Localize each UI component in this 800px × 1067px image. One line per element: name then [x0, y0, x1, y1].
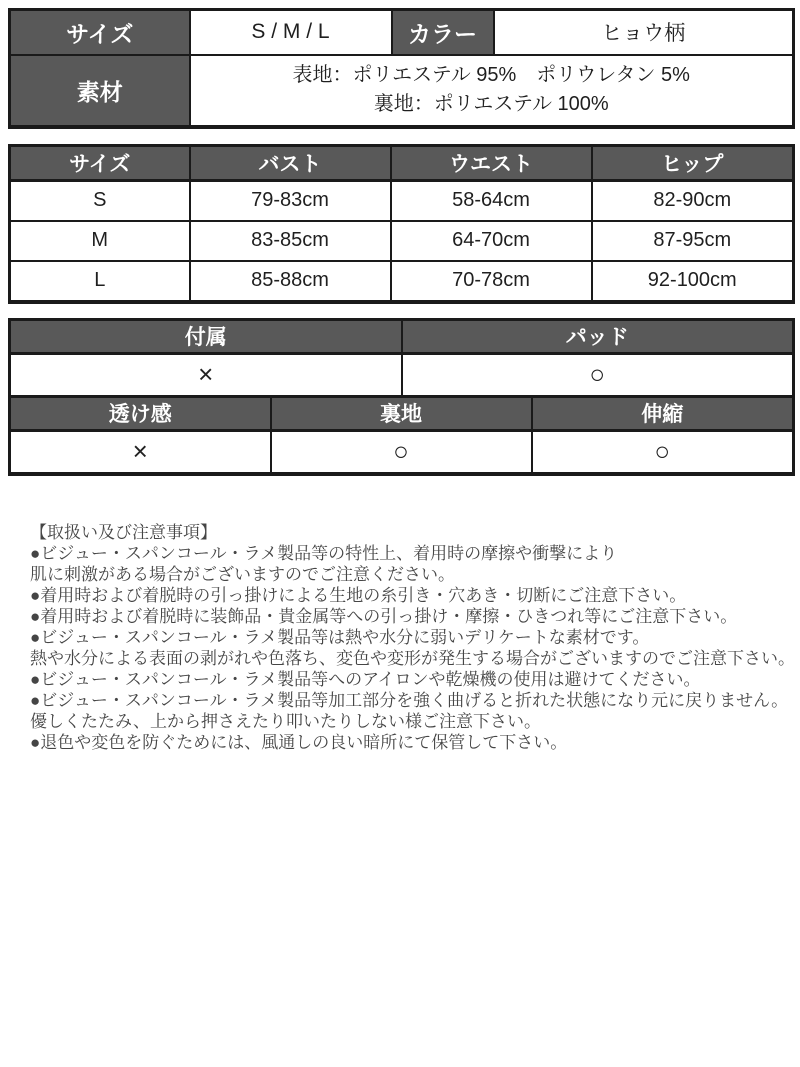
col-header-sheerness: 透け感 — [10, 396, 271, 430]
cell-hip-l: 92-100cm — [592, 261, 794, 302]
cell-accessory-mark: × — [10, 353, 402, 397]
cell-waist-s: 58-64cm — [391, 180, 592, 221]
spec-table — [8, 8, 795, 129]
care-note-line: 肌に刺激がある場合がございますのでご注意ください。 — [30, 564, 455, 584]
feature2-header-row — [10, 396, 794, 430]
col-header-stretch: 伸縮 — [532, 396, 794, 430]
cell-hip-s: 82-90cm — [592, 180, 794, 221]
color-header-cell: カラー — [392, 10, 494, 55]
col-header-pad: パッド — [402, 319, 794, 353]
feature2-value-row — [10, 430, 794, 474]
cell-stretch-mark: ○ — [532, 430, 794, 474]
size-chart-header-row — [10, 145, 794, 180]
cell-sheerness-mark: × — [10, 430, 271, 474]
cell-waist-l: 70-78cm — [391, 261, 592, 302]
cell-bust-s: 79-83cm — [190, 180, 391, 221]
care-note-line: ●ビジュー・スパンコール・ラメ製品等加工部分を強く曲げると折れた状態になり元に戻りません。 — [30, 690, 789, 710]
cell-size-s: S — [10, 180, 190, 221]
care-note-line: ●着用時および着脱時の引っ掛けによる生地の糸引き・穴あき・切断にご注意下さい。 — [30, 585, 687, 605]
care-note-line: 優しくたたみ、上から押さえたり叩いたりしない様ご注意下さい。 — [30, 711, 542, 731]
cell-size-l: L — [10, 261, 190, 302]
table-row-m — [10, 221, 794, 261]
col-header-accessory: 付属 — [10, 319, 402, 353]
cell-bust-m: 83-85cm — [190, 221, 391, 261]
col-header-hip: ヒップ — [592, 145, 794, 180]
care-note-line: 熱や水分による表面の剥がれや色落ち、変色や変形が発生する場合がございますのでご注意下さい。 — [30, 648, 795, 668]
spec-row-size-color — [10, 10, 794, 55]
col-header-waist: ウエスト — [391, 145, 592, 180]
cell-size-m: M — [10, 221, 190, 261]
care-note-line: ●ビジュー・スパンコール・ラメ製品等へのアイロンや乾燥機の使用は避けてください。 — [30, 669, 701, 689]
care-notes-title: 【取扱い及び注意事項】 — [30, 522, 217, 542]
color-value-cell: ヒョウ柄 — [494, 10, 794, 55]
col-header-lining: 裏地 — [271, 396, 532, 430]
material-line-2: 裏地：ポリエステル 100% — [373, 93, 609, 115]
cell-waist-m: 64-70cm — [391, 221, 592, 261]
care-note-line: ●ビジュー・スパンコール・ラメ製品等の特性上、着用時の摩擦や衝撃により — [30, 543, 618, 563]
feature1-value-row — [10, 353, 794, 397]
feature1-header-row — [10, 319, 794, 353]
table-row-l — [10, 261, 794, 302]
table-row-s — [10, 180, 794, 221]
feature-table-sheer-lining-stretch — [8, 395, 795, 476]
material-value-cell — [190, 55, 794, 127]
cell-pad-mark: ○ — [402, 353, 794, 397]
size-value-cell: S / M / L — [190, 10, 392, 55]
care-note-line: ●着用時および着脱時に装飾品・貴金属等への引っ掛け・摩擦・ひきつれ等にご注意下さい。 — [30, 606, 738, 626]
cell-bust-l: 85-88cm — [190, 261, 391, 302]
spec-row-material — [10, 55, 794, 127]
feature-table-accessory-pad — [8, 318, 795, 399]
care-note-line: ●ビジュー・スパンコール・ラメ製品等は熱や水分に弱いデリケートな素材です。 — [30, 627, 650, 647]
size-header-cell: サイズ — [10, 10, 190, 55]
care-notes — [30, 522, 800, 753]
care-note-line: ●退色や変色を防ぐためには、風通しの良い暗所にて保管して下さい。 — [30, 732, 568, 752]
size-chart-table — [8, 144, 795, 304]
material-line-1: 表地：ポリエステル 95% ポリウレタン 5% — [292, 64, 690, 86]
cell-hip-m: 87-95cm — [592, 221, 794, 261]
material-header-cell: 素材 — [10, 55, 190, 127]
col-header-bust: バスト — [190, 145, 391, 180]
cell-lining-mark: ○ — [271, 430, 532, 474]
col-header-size: サイズ — [10, 145, 190, 180]
